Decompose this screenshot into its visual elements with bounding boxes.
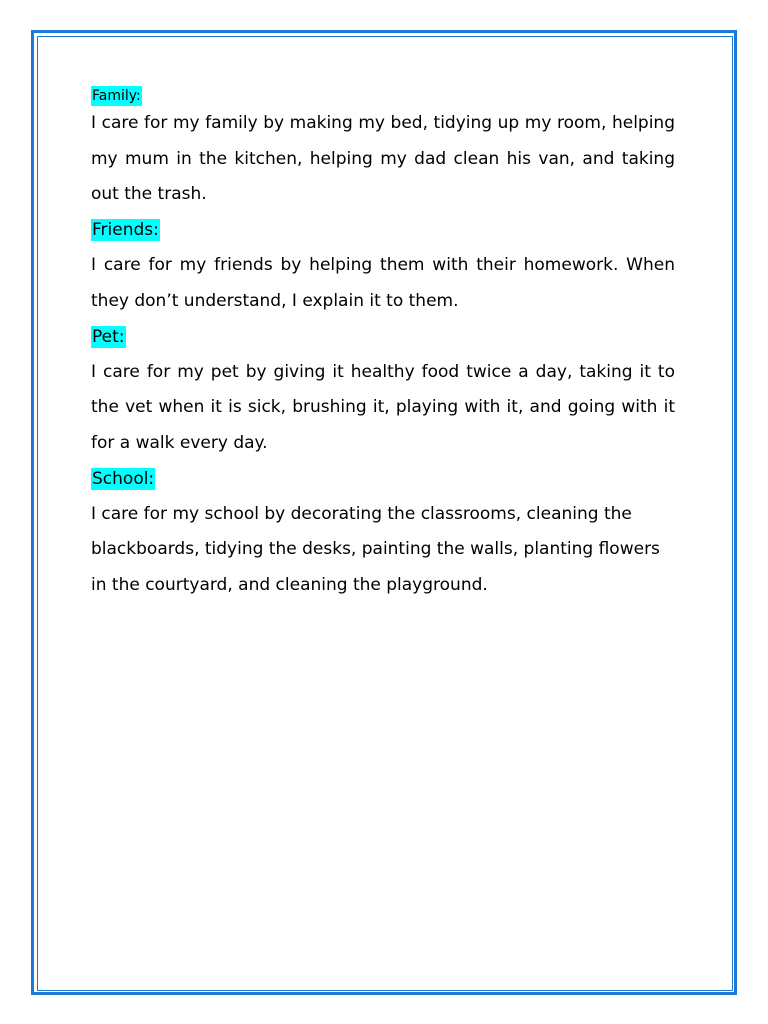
paragraph-family: I care for my family by making my bed, tidying up my room, helping my mum in the kitchen, helping my dad clean his van, and taking out the trash. bbox=[91, 113, 675, 204]
heading-friends: Friends: bbox=[92, 220, 159, 241]
paragraph-school: I care for my school by decorating the classrooms, cleaning the blackboards, tidying the desks, painting the walls, planting flowers in the courtyard, and cleaning the playground. bbox=[91, 503, 660, 595]
heading-school: School: bbox=[92, 468, 155, 489]
section-pet bbox=[91, 319, 675, 461]
heading-family: Family: bbox=[92, 88, 141, 104]
section-school bbox=[91, 461, 675, 603]
paragraph-friends: I care for my friends by helping them with their homework. When they don’t understand, I explain it to them. bbox=[91, 255, 675, 311]
paragraph-pet: I care for my pet by giving it healthy food twice a day, taking it to the vet when it is sick, brushing it, playing with it, and going with it for a walk every day. bbox=[91, 361, 675, 453]
document-body bbox=[91, 84, 675, 603]
section-friends bbox=[91, 213, 675, 320]
section-family bbox=[91, 84, 675, 213]
heading-pet: Pet: bbox=[92, 326, 125, 347]
